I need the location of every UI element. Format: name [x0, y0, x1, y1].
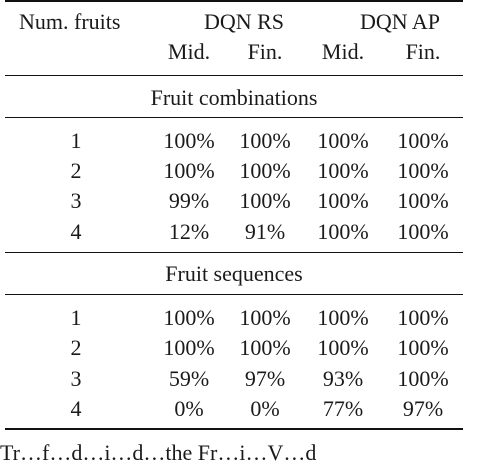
row-ap-mid: 100% [317, 128, 369, 153]
row-ap-fin: 100% [397, 305, 449, 330]
row-ap-fin: 100% [397, 335, 449, 360]
row-rs-mid: 12% [168, 219, 210, 244]
header-rule [5, 75, 463, 76]
top-rule [5, 0, 463, 2]
row-ap-fin: 100% [397, 188, 449, 213]
caption-fragment: Tr…f…d…i…d…the Fr…i…V…d [0, 440, 317, 465]
row-ap-mid: 100% [317, 188, 369, 213]
header-rs-mid: Mid. [167, 39, 211, 64]
header-ap-fin: Fin. [405, 39, 441, 64]
row-ap-mid: 100% [317, 219, 369, 244]
header-dqn-rs: DQN RS [203, 9, 285, 34]
row-num: 4 [70, 219, 82, 244]
row-rs-fin: 97% [244, 366, 286, 391]
header-rs-fin: Fin. [247, 39, 283, 64]
row-rs-fin: 91% [244, 219, 286, 244]
row-rs-mid: 0% [174, 396, 204, 421]
row-num: 1 [70, 305, 82, 330]
row-ap-fin: 97% [402, 396, 444, 421]
row-ap-mid: 93% [322, 366, 364, 391]
row-rs-fin: 100% [239, 188, 291, 213]
row-ap-mid: 100% [317, 305, 369, 330]
row-ap-fin: 100% [397, 128, 449, 153]
row-rs-mid: 100% [163, 128, 215, 153]
section-title: Fruit sequences [165, 261, 303, 286]
row-rs-fin: 100% [239, 128, 291, 153]
row-num: 2 [70, 158, 82, 183]
row-num: 2 [70, 335, 82, 360]
row-rs-mid: 99% [168, 188, 210, 213]
section-rule [5, 294, 463, 295]
section-rule [5, 252, 463, 253]
row-ap-mid: 100% [317, 158, 369, 183]
row-num: 3 [70, 188, 82, 213]
row-ap-fin: 100% [397, 219, 449, 244]
header-num-fruits: Num. fruits [19, 9, 121, 34]
section-rule [5, 117, 463, 118]
row-rs-fin: 0% [250, 396, 280, 421]
row-ap-fin: 100% [397, 158, 449, 183]
row-ap-mid: 100% [317, 335, 369, 360]
row-rs-fin: 100% [239, 158, 291, 183]
row-rs-mid: 100% [163, 158, 215, 183]
row-num: 4 [70, 396, 82, 421]
row-rs-fin: 100% [239, 305, 291, 330]
row-rs-mid: 100% [163, 335, 215, 360]
section-title: Fruit combinations [150, 85, 318, 110]
row-rs-mid: 100% [163, 305, 215, 330]
header-dqn-ap: DQN AP [359, 9, 441, 34]
bottom-rule [5, 428, 463, 430]
row-ap-fin: 100% [397, 366, 449, 391]
row-rs-mid: 59% [168, 366, 210, 391]
header-ap-mid: Mid. [321, 39, 365, 64]
row-ap-mid: 77% [322, 396, 364, 421]
row-num: 1 [70, 128, 82, 153]
row-num: 3 [70, 366, 82, 391]
row-rs-fin: 100% [239, 335, 291, 360]
